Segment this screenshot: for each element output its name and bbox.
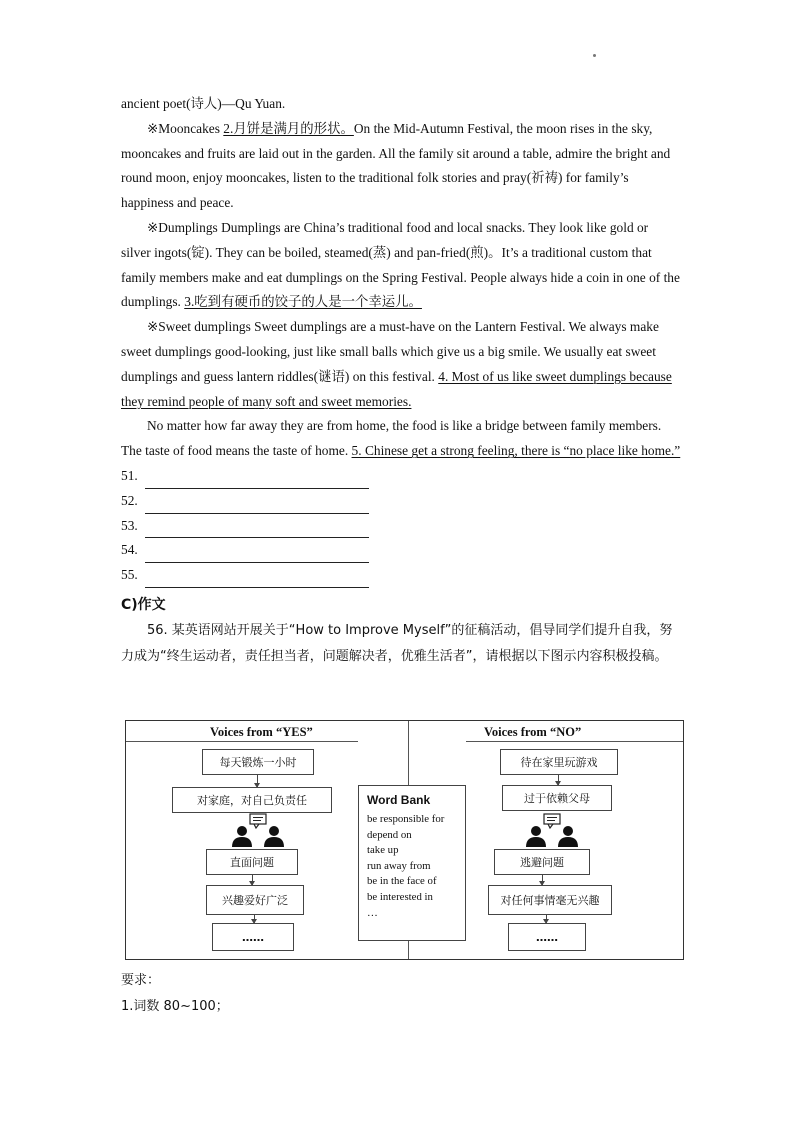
people-talking-icon [522, 813, 586, 849]
no-item-avoid-problems: 逃避问题 [494, 849, 590, 875]
arrow-down-icon [252, 875, 253, 885]
answer-row-55 [121, 563, 681, 588]
blank-4-sentence: 4. Most of us like sweet dumplings because they remind people of many soft and sweet memories. [121, 368, 672, 409]
yes-item-responsibility: 对家庭，对自己负责任 [172, 787, 332, 813]
paragraph-closing [121, 414, 681, 464]
dumplings-text: ※Dumplings Dumplings are China’s traditional food and local snacks. They look like gold or silver ingots(锭). They can be boiled, steamed(蒸) and pan-fried(煎)。It’s a traditional custom that family members make and eat dumplings on the Spring Festival. People always hide a coin in one of the dumplings. [121, 219, 680, 310]
arrow-down-icon [546, 915, 547, 923]
paragraph-sweet-dumplings [121, 315, 681, 414]
sweet-text: ※Sweet dumplings Sweet dumplings are a must-have on the Lantern Festival. We always make sweet dumplings good-looking, just like small balls which give us a big smile. We usually eat sweet dumplings and guess lantern riddles(谜语) on this festival. [121, 319, 659, 384]
page-mark-dot [593, 54, 596, 57]
answer-number: 54. [121, 542, 138, 558]
no-item-more: …… [508, 923, 586, 951]
people-talking-icon [228, 813, 292, 849]
word-bank-entry: depend on [367, 828, 412, 841]
word-bank-entry: be responsible for [367, 813, 445, 825]
answer-row-51 [121, 464, 681, 489]
passage-area [121, 92, 681, 670]
mooncakes-text: On the Mid-Autumn Festival, the moon rises in the sky, mooncakes and fruits are laid out in the garden. All the family sit around a table, admire the bright and round moon, enjoy mooncakes, listen to the traditional folk stories and pray(祈祷) for family’s happiness and peace. [121, 120, 671, 211]
answer-number: 53. [121, 517, 138, 533]
mooncakes-lead: ※Mooncakes [147, 120, 224, 136]
word-bank-entry: be interested in [367, 890, 433, 903]
answer-row-54 [121, 538, 681, 563]
arrow-down-icon [254, 915, 255, 923]
yes-item-hobbies: 兴趣爱好广泛 [206, 885, 304, 915]
word-bank-entry: run away from [367, 859, 431, 872]
word-bank-title: Word Bank [367, 793, 431, 807]
blank-3-sentence: 3.吃到有硬币的饺子的人是一个幸运儿。 [184, 294, 422, 310]
answer-number: 55. [121, 567, 138, 583]
passage-line-0: ancient poet(诗人)—Qu Yuan. [121, 96, 286, 111]
closing-text: No matter how far away they are from home, the food is like a bridge between family members. The taste of food means the taste of home. [121, 418, 662, 459]
word-bank-entry: … [367, 906, 378, 919]
writing-prompt-figure [125, 720, 684, 960]
requirement-item: 1.词数 80~100； [121, 999, 229, 1014]
yes-item-more: …… [212, 923, 294, 951]
answer-row-52 [121, 489, 681, 514]
paragraph-mooncakes [121, 117, 681, 216]
writing-task: 56. 某英语网站开展关于“How to Improve Myself”的征稿活动，倡导同学们提升自我，努力成为“终生运动者，责任担当者，问题解决者，优雅生活者”，请根据以下图示内容积极投稿。 [121, 622, 673, 664]
answer-line[interactable] [145, 571, 369, 588]
word-bank [358, 785, 466, 941]
no-item-no-interest: 对任何事情毫无兴趣 [488, 885, 612, 915]
answer-line[interactable] [145, 472, 369, 489]
answer-blanks [121, 464, 681, 588]
blank-5-sentence: 5. Chinese get a strong feeling, there is “no place like home.” [351, 443, 681, 459]
answer-number: 51. [121, 467, 138, 483]
answer-line[interactable] [145, 497, 369, 514]
answer-line[interactable] [145, 521, 369, 538]
arrow-down-icon [257, 775, 258, 787]
requirements-title: 要求： [121, 973, 161, 988]
arrow-down-icon [542, 875, 543, 885]
yes-title-rule [126, 741, 358, 742]
answer-row-53 [121, 514, 681, 539]
blank-2-sentence: 2.月饼是满月的形状。 [223, 120, 354, 136]
answer-line[interactable] [145, 546, 369, 563]
section-c-heading: C)作文 [121, 596, 166, 613]
no-title-rule [466, 741, 683, 742]
yes-item-exercise: 每天锻炼一小时 [202, 749, 314, 775]
word-bank-entry: take up [367, 844, 399, 857]
yes-item-face-problems: 直面问题 [206, 849, 298, 875]
no-item-games: 待在家里玩游戏 [500, 749, 618, 775]
arrow-down-icon [558, 775, 559, 785]
no-column-title: Voices from “NO” [484, 725, 582, 739]
yes-column-title: Voices from “YES” [210, 725, 313, 739]
paragraph-dumplings [121, 216, 681, 315]
word-bank-entry: be in the face of [367, 875, 437, 888]
no-item-depend-parents: 过于依赖父母 [502, 785, 612, 811]
answer-number: 52. [121, 492, 138, 508]
